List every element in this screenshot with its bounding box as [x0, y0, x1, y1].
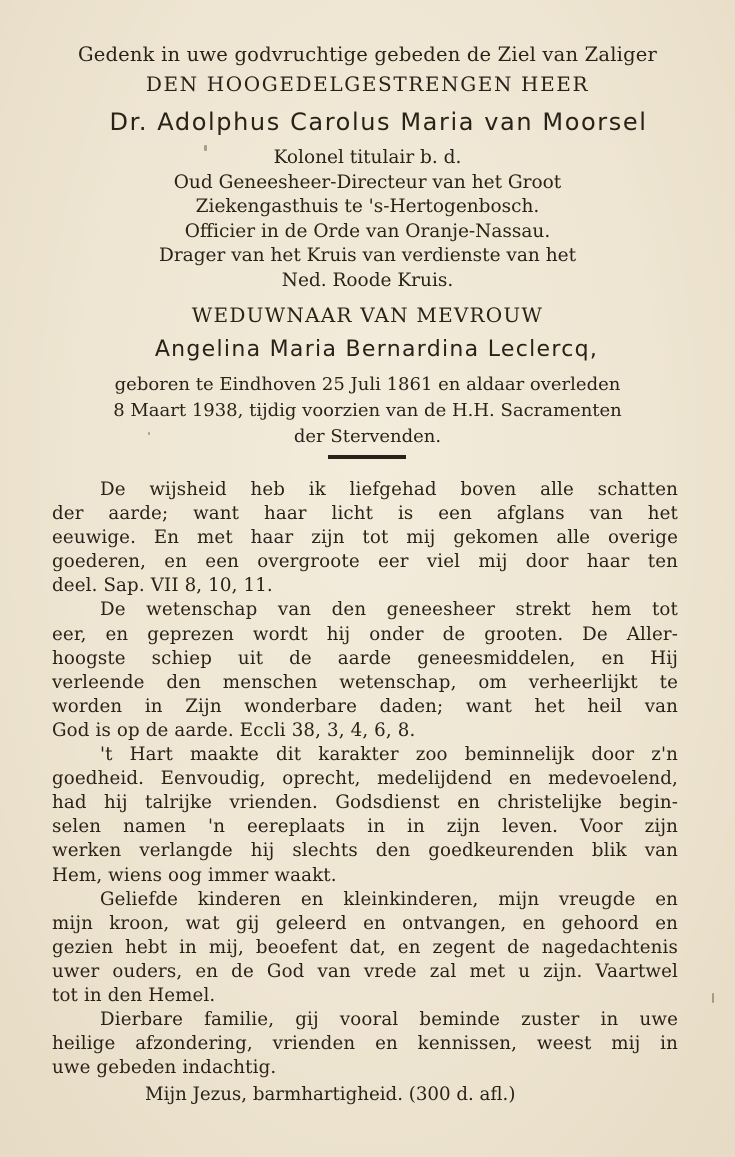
text-line: goederen, en een overgroote eer viel mij door haar ten — [52, 551, 678, 573]
title-line: Kolonel titulair b. d. — [273, 147, 462, 168]
text-line: goedheid. Eenvoudig, oprecht, medelijdend en medevoelend, — [52, 768, 678, 790]
text-line: der aarde; want haar licht is een afglans van het — [52, 503, 678, 525]
title-line: Oud Geneesheer-Directeur van het Groot — [173, 171, 562, 193]
text-line: Hem, wiens oog immer waakt. — [52, 864, 337, 886]
text-line: God is op de aarde. Eccli 38, 3, 4, 6, 8. — [52, 719, 416, 741]
closing-prayer: Mijn Jezus, barmhartigheid. (300 d. afl.) — [145, 1084, 516, 1105]
birth-line: 8 Maart 1938, tijdig voorzien van de H.H. Sacramenten — [113, 399, 622, 421]
birth-line: geboren te Eindhoven 25 Juli 1861 en aldaar overleden — [114, 373, 621, 395]
text-line: hoogste schiep uit de aarde geneesmiddelen, en Hij — [52, 647, 678, 669]
print-speck — [204, 145, 207, 151]
title-line: Ziekengasthuis te 's-Hertogenbosch. — [195, 196, 540, 218]
birth-line: der Stervenden. — [293, 425, 442, 447]
wife-name: Angelina Maria Bernardina Leclercq, — [154, 336, 599, 362]
text-line: mijn kroon, wat gij geleerd en ontvangen, en gehoord en — [52, 912, 678, 934]
honorific-line: DEN HOOGEDELGESTRENGEN HEER — [145, 72, 590, 96]
section-divider — [328, 455, 406, 459]
card-header — [0, 40, 735, 450]
print-speck — [712, 993, 714, 1003]
text-line: eeuwige. En met haar zijn tot mij gekomen alle overige — [52, 527, 678, 549]
text-line: selen namen 'n eereplaats in in zijn leven. Voor zijn — [52, 816, 678, 838]
text-line: had hij talrijke vrienden. Godsdienst en christelijke begin- — [52, 792, 678, 814]
text-line: De wijsheid heb ik liefgehad boven alle schatten — [100, 479, 678, 500]
text-line: Dierbare familie, gij vooral beminde zuster in uwe — [100, 1009, 678, 1031]
widower-label: WEDUWNAAR VAN MEVROUW — [191, 302, 544, 327]
text-line: uwe gebeden indachtig. — [52, 1057, 277, 1079]
title-line: Drager van het Kruis van verdienste van het — [158, 245, 577, 267]
title-line: Officier in de Orde van Oranje-Nassau. — [184, 220, 551, 242]
text-line: deel. Sap. VII 8, 10, 11. — [52, 575, 273, 597]
text-line: werken verlangde hij slechts den goedkeurenden blik van — [52, 840, 678, 862]
text-line: verleende den menschen wetenschap, om verheerlijkt te — [52, 671, 678, 693]
print-speck — [148, 432, 150, 435]
text-line: Geliefde kinderen en kleinkinderen, mijn vreugde en — [100, 888, 678, 910]
text-line: tot in den Hemel. — [52, 984, 216, 1006]
text-line: gezien hebt in mij, beoefent dat, en zegent de nagedachtenis — [52, 936, 678, 958]
scripture-text — [52, 478, 678, 1080]
birth-death-block — [0, 372, 735, 450]
title-line: Ned. Roode Kruis. — [281, 269, 454, 291]
intro-line: Gedenk in uwe godvruchtige gebeden de Ziel van Zaliger — [77, 43, 658, 66]
text-line: De wetenschap van den geneesheer strekt hem tot — [100, 599, 678, 621]
deceased-name: Dr. Adolphus Carolus Maria van Moorsel — [109, 108, 648, 136]
text-line: worden in Zijn wonderbare daden; want het heil van — [52, 695, 678, 717]
text-line: uwer ouders, en de God van vrede zal met u zijn. Vaartwel — [52, 960, 678, 982]
text-line: heilige afzondering, vrienden en kennissen, weest mij in — [52, 1033, 678, 1055]
titles-block — [0, 146, 735, 294]
text-line: eer, en geprezen wordt hij onder de grooten. De Aller- — [52, 623, 678, 645]
text-line: 't Hart maakte dit karakter zoo beminnelijk door z'n — [100, 744, 678, 766]
